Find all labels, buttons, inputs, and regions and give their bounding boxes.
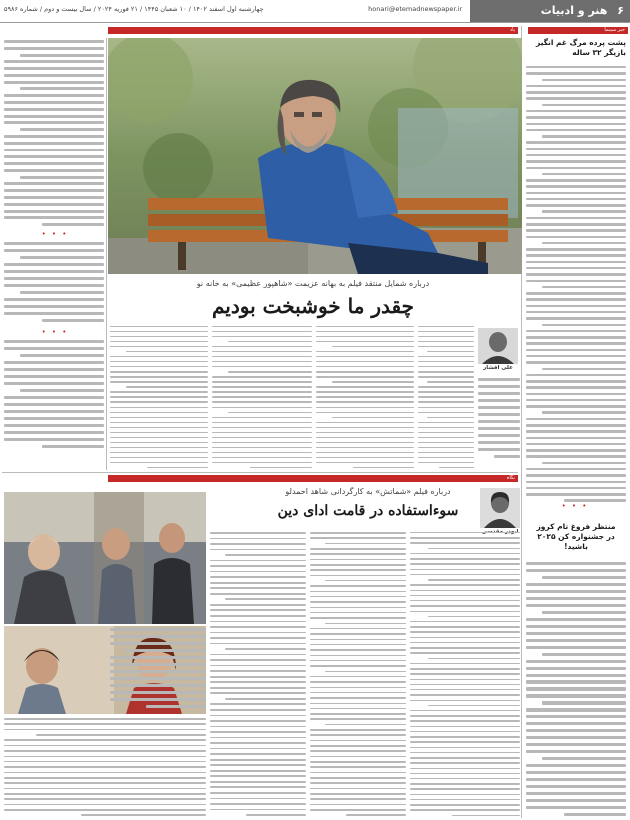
top-story-tag-label: یاد	[509, 27, 515, 33]
top-story-col-b	[418, 326, 474, 468]
page-number: ۶	[617, 4, 624, 17]
bottom-story-col-c	[210, 532, 306, 816]
top-left-column-text	[4, 40, 104, 226]
author-photo-ali-afshar	[478, 328, 518, 364]
bottom-story-kicker-text: درباره فیلم «شماتش» به کارگردانی شاهد احمدلو	[285, 487, 451, 496]
top-story-tag	[108, 27, 518, 34]
issue-date-line: چهارشنبه اول اسفند ۱۴۰۲ / ۱۰ شعبان ۱۴۴۵ / ۲۱ فوریه ۲۰۲۴ / سال بیست و دوم / شماره ۵۹۸۶	[4, 5, 264, 13]
email-address[interactable]: honari@etemadnewspaper.ir	[368, 5, 462, 13]
right-column-tag-label: خبر سینما	[604, 27, 625, 33]
top-story-col-e	[110, 326, 208, 468]
author-photo-abouzar-moghadasi	[480, 488, 520, 528]
right-column-title: پشت پرده مرگ غم انگیز بازیگر ۳۲ ساله	[535, 38, 626, 57]
top-story-headline	[108, 292, 518, 322]
festival-box-headline	[526, 522, 626, 560]
right-column-headline	[526, 38, 626, 62]
page-header	[0, 0, 630, 24]
header-rule	[0, 22, 630, 23]
top-story-kicker-text: درباره شمایل منتقد فیلم به بهانه عزیمت «شاهپور عظیمی» به خانه نو	[196, 279, 430, 288]
left-column-divider	[106, 38, 107, 470]
top-story-photo	[108, 38, 522, 274]
left-column-separator-1: • • •	[41, 230, 69, 238]
left-column-text-2	[4, 242, 104, 326]
author-name-box	[478, 365, 518, 375]
bottom-story-headline-text: سوءاستفاده در قامت ادای دین	[277, 503, 459, 519]
section-name: هنر و ادبیات	[540, 4, 608, 17]
right-column-body	[526, 66, 626, 502]
film-still-top	[4, 492, 206, 624]
right-column-tag	[528, 27, 628, 34]
bottom-story-kicker	[218, 486, 518, 498]
right-column-separator: • • •	[561, 502, 589, 510]
bottom-story-col-b	[310, 532, 406, 816]
top-story-col-a-lower	[478, 378, 520, 468]
left-column-text-3	[4, 340, 104, 468]
man-on-bench-photo	[108, 38, 522, 274]
top-story-col-c	[316, 326, 414, 468]
section-title-bar	[470, 0, 630, 22]
top-story-kicker	[108, 278, 518, 290]
author-name-ali-afshar: علی افشار	[483, 365, 513, 371]
bottom-story-tag	[108, 475, 518, 482]
bottom-story-headline	[218, 500, 518, 524]
festival-title-line2: در جشنواره کن ۲۰۲۵ باشید!	[537, 532, 615, 551]
bottom-story-tag-label: نگاه	[506, 475, 515, 481]
bottom-story-col-a	[410, 532, 520, 816]
bottom-left-text	[4, 718, 206, 816]
festival-box-body	[526, 562, 626, 816]
left-column-separator-2: • • •	[41, 328, 69, 336]
story-divider	[2, 472, 518, 473]
top-story-col-d	[212, 326, 312, 468]
festival-title-line1: منتظر فروغ تام کروز	[536, 522, 616, 531]
top-story-headline-text: چقدر ما خوشبخت بودیم	[211, 294, 415, 318]
photo-caption	[110, 628, 206, 712]
